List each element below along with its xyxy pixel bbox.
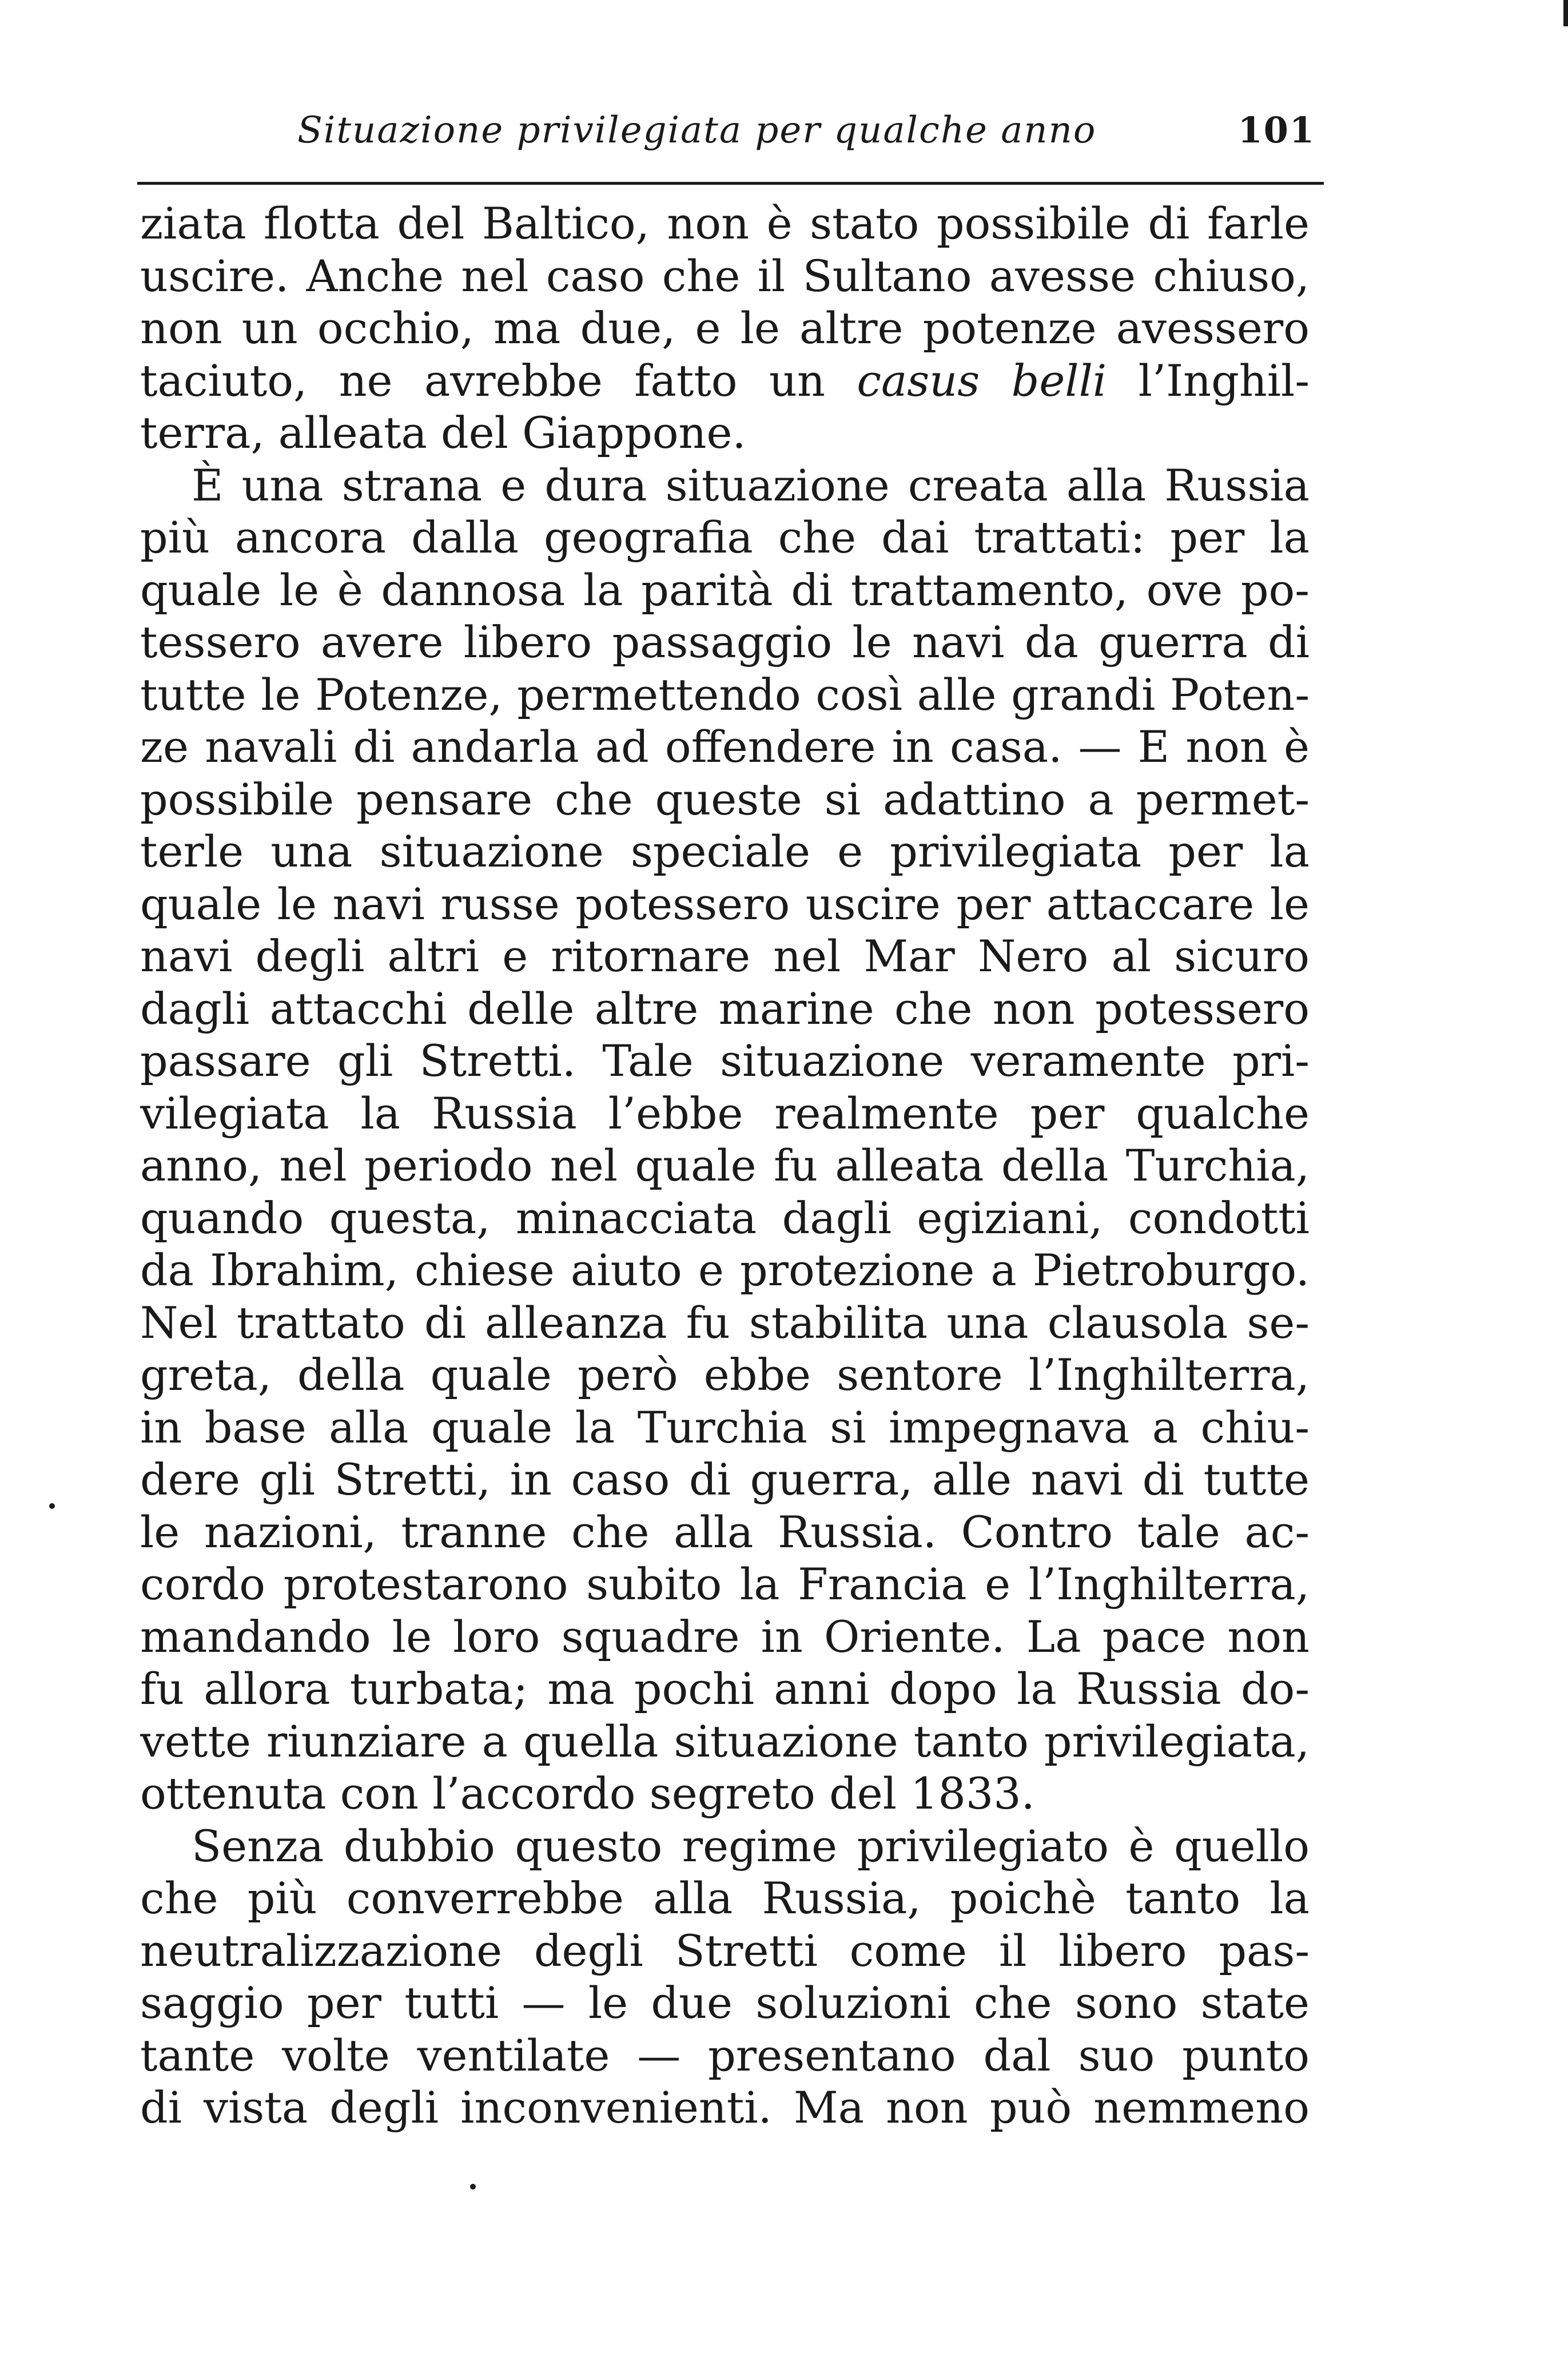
page-number: 101 xyxy=(1237,109,1315,151)
text-line: tutte le Potenze, permettendo così alle grandi Poten- xyxy=(140,669,1310,720)
text-line: tante volte ventilate — presentano dal suo punto xyxy=(140,2029,1310,2081)
text-line: anno, nel periodo nel quale fu alleata della Turchia, xyxy=(140,1140,1310,1191)
text-line: terra, alleata del Giappone. xyxy=(140,407,746,458)
text-line: quando questa, minacciata dagli egiziani, condotti xyxy=(140,1192,1310,1243)
running-title: Situazione privilegiata per qualche anno xyxy=(297,109,1097,152)
text-line: vilegiata la Russia l’ebbe realmente per qualche xyxy=(140,1087,1310,1139)
scan-edge-mark xyxy=(1563,0,1568,26)
paragraph-first-line: È una strana e dura situazione creata alla Russia xyxy=(192,459,1310,511)
text-line: mandando le loro squadre in Oriente. La pace non xyxy=(140,1611,1310,1662)
text-line: che più converrebbe alla Russia, poichè tanto la xyxy=(140,1873,1310,1924)
text-line: dagli attacchi delle altre marine che non potessero xyxy=(140,983,1310,1034)
text-line: ottenuta con l’accordo segreto del 1833. xyxy=(140,1768,1035,1819)
text-line: saggio per tutti — le due soluzioni che sono state xyxy=(140,1977,1310,2028)
text-line: uscire. Anche nel caso che il Sultano avesse chiuso, xyxy=(140,250,1310,301)
text-line: greta, della quale però ebbe sentore l’Inghilterra, xyxy=(140,1349,1310,1400)
text-line: dere gli Stretti, in caso di guerra, alle navi di tutte xyxy=(140,1454,1310,1505)
text-line: Nel trattato di alleanza fu stabilita una clausola se- xyxy=(140,1297,1310,1348)
text-run: taciuto, ne avrebbe fatto un xyxy=(140,355,857,406)
text-line: ziata flotta del Baltico, non è stato possibile di farle xyxy=(140,198,1310,249)
text-line: in base alla quale la Turchia si impegnava a chiu- xyxy=(140,1401,1310,1453)
text-line: da Ibrahim, chiese aiuto e protezione a Pietroburgo. xyxy=(140,1245,1310,1296)
running-head xyxy=(297,102,1315,159)
text-line: di vista degli inconvenienti. Ma non può nemmeno xyxy=(140,2082,1310,2133)
text-line: ze navali di andarla ad offendere in casa. — E non è xyxy=(140,721,1310,772)
text-line: passare gli Stretti. Tale situazione veramente pri- xyxy=(140,1035,1310,1086)
text-line: possibile pensare che queste si adattino a permet- xyxy=(140,773,1310,825)
paragraph-first-line: Senza dubbio questo regime privilegiato è quello xyxy=(192,1820,1310,1872)
ink-speck xyxy=(49,1503,55,1509)
header-rule xyxy=(137,182,1324,185)
ink-speck xyxy=(470,2184,476,2190)
text-line xyxy=(140,355,1310,407)
text-line: quale le è dannosa la parità di trattamento, ove po- xyxy=(140,564,1310,615)
text-line: cordo protestarono subito la Francia e l’Inghilterra, xyxy=(140,1559,1310,1610)
body-text xyxy=(140,197,1310,2134)
text-line: tessero avere libero passaggio le navi da guerra di xyxy=(140,617,1310,667)
text-line: non un occhio, ma due, e le altre potenze avessero xyxy=(140,303,1310,353)
text-line: quale le navi russe potessero uscire per attaccare le xyxy=(140,878,1310,929)
text-line: vette riunziare a quella situazione tanto privilegiata, xyxy=(140,1715,1310,1767)
text-line: le nazioni, tranne che alla Russia. Contro tale ac- xyxy=(140,1506,1310,1557)
text-run: l’Inghil- xyxy=(1107,355,1310,406)
italic-phrase: casus belli xyxy=(857,355,1107,406)
text-line: fu allora turbata; ma pochi anni dopo la Russia do- xyxy=(140,1663,1310,1714)
text-line: più ancora dalla geografia che dai trattati: per la xyxy=(140,512,1310,563)
text-line: terle una situazione speciale e privilegiata per la xyxy=(140,826,1310,877)
text-line: navi degli altri e ritornare nel Mar Nero al sicuro xyxy=(140,931,1310,982)
text-line: neutralizzazione degli Stretti come il libero pas- xyxy=(140,1925,1310,1976)
